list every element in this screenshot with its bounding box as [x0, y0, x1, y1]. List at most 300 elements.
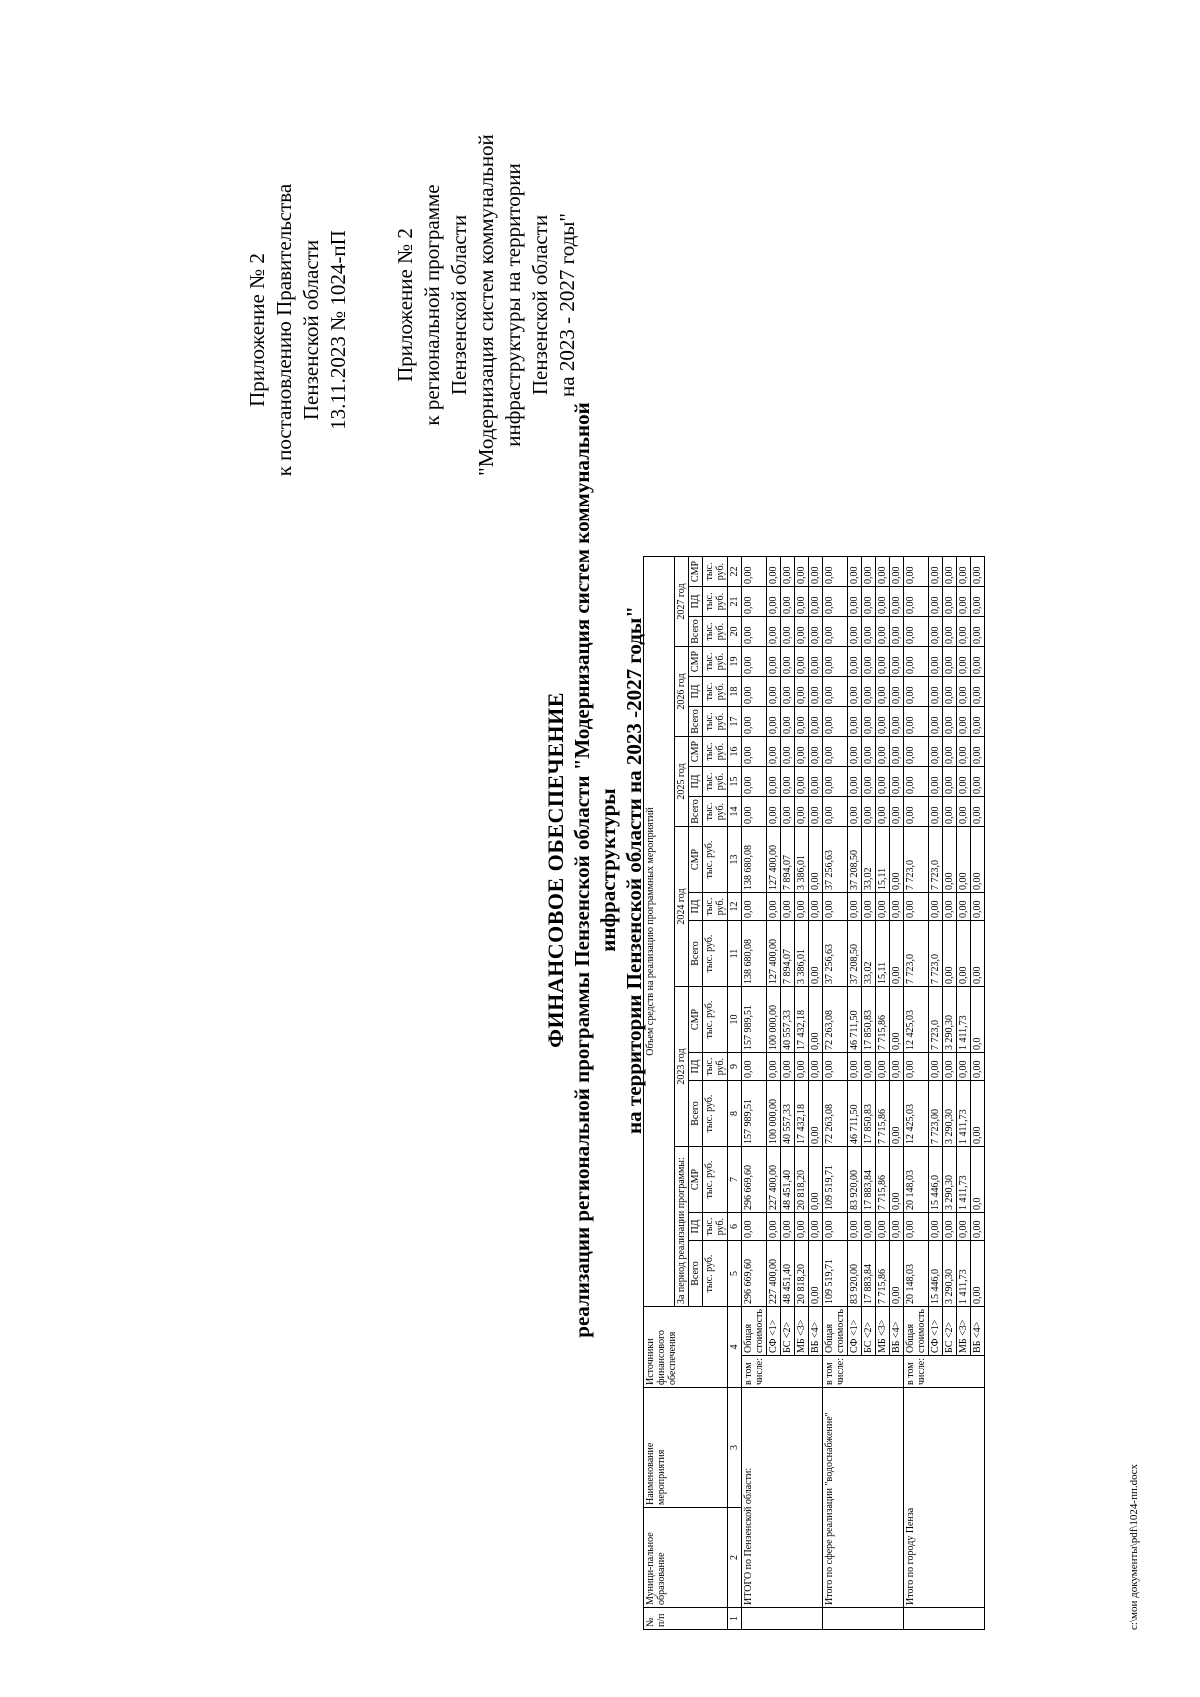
value-cell: 0,00 [781, 1053, 795, 1081]
value-cell: 227 400,00 [767, 1147, 781, 1213]
value-cell: 0,00 [767, 647, 781, 677]
value-cell: 0,00 [890, 1147, 904, 1213]
value-cell: 7 723,0 [904, 921, 929, 987]
header-unit: тыс. руб. [703, 677, 728, 707]
source-label: Общая стоимость [904, 1307, 929, 1356]
row-num-cell [823, 1608, 904, 1630]
value-cell: 37 256,63 [823, 921, 848, 987]
value-cell: 17 432,18 [795, 1081, 809, 1147]
header-unit: тыс. руб. [703, 557, 728, 587]
value-cell: 0,00 [943, 1053, 957, 1081]
header-smr: СМР [689, 647, 703, 677]
value-cell: 0,00 [971, 677, 985, 707]
value-cell: 20 818,20 [795, 1147, 809, 1213]
value-cell: 0,00 [957, 893, 971, 921]
column-number: 22 [728, 557, 742, 587]
column-number: 15 [728, 767, 742, 797]
header-smr: СМР [689, 1147, 703, 1213]
value-cell: 0,00 [957, 707, 971, 737]
value-cell: 0,00 [904, 1053, 929, 1081]
source-label: ВБ <4> [890, 1307, 904, 1356]
column-number: 13 [728, 827, 742, 893]
source-label: СФ <1> [848, 1307, 862, 1356]
value-cell: 3 386,01 [795, 921, 809, 987]
source-label: ВБ <4> [809, 1307, 823, 1356]
value-cell: 0,00 [904, 557, 929, 587]
value-cell: 0,00 [781, 1213, 795, 1241]
value-cell: 0,00 [809, 1241, 823, 1307]
value-cell: 0,00 [929, 797, 943, 827]
value-cell: 138 680,08 [742, 827, 767, 893]
value-cell: 0,00 [767, 737, 781, 767]
column-number: 16 [728, 737, 742, 767]
value-cell: 0,00 [767, 893, 781, 921]
value-cell: 0,00 [809, 827, 823, 893]
source-label: БС <2> [943, 1307, 957, 1356]
header-total: Всего [689, 921, 703, 987]
value-cell: 0,00 [890, 827, 904, 893]
header-pd: ПД [689, 1053, 703, 1081]
header-smr: СМР [689, 557, 703, 587]
value-cell: 46 711,50 [848, 987, 862, 1053]
value-cell: 0,00 [971, 737, 985, 767]
value-cell: 0,00 [890, 737, 904, 767]
source-label: СФ <1> [767, 1307, 781, 1356]
value-cell: 0,00 [781, 737, 795, 767]
header-total: Всего [689, 617, 703, 647]
source-label: Общая стоимость [823, 1307, 848, 1356]
table-row [742, 557, 767, 1630]
value-cell: 12 425,03 [904, 987, 929, 1053]
value-cell: 33,02 [862, 921, 876, 987]
annex-line: 13.11.2023 № 1024-пП [326, 230, 350, 430]
annex-line: Приложение № 2 [245, 253, 269, 407]
value-cell: 0,00 [971, 893, 985, 921]
value-cell: 0,00 [876, 737, 890, 767]
column-number: 20 [728, 617, 742, 647]
value-cell: 0,00 [971, 767, 985, 797]
column-number: 6 [728, 1213, 742, 1241]
value-cell: 0,00 [890, 617, 904, 647]
document-title [543, 370, 647, 1370]
header-pd: ПД [689, 893, 703, 921]
value-cell: 7 723,0 [904, 827, 929, 893]
value-cell: 0,00 [929, 587, 943, 617]
value-cell: 0,00 [862, 1213, 876, 1241]
value-cell: 100 000,00 [767, 987, 781, 1053]
column-number: 18 [728, 677, 742, 707]
value-cell: 0,00 [823, 767, 848, 797]
value-cell: 296 669,60 [742, 1147, 767, 1213]
value-cell: 0,00 [809, 1147, 823, 1213]
value-cell: 0,00 [848, 797, 862, 827]
incl-label: в том числе: [904, 1355, 985, 1387]
value-cell: 0,00 [848, 677, 862, 707]
value-cell: 0,00 [971, 587, 985, 617]
column-number: 4 [728, 1307, 742, 1388]
header-unit: тыс. руб. [703, 707, 728, 737]
value-cell: 0,00 [809, 557, 823, 587]
value-cell: 0,00 [876, 797, 890, 827]
value-cell: 0,00 [848, 737, 862, 767]
value-cell: 0,00 [904, 1213, 929, 1241]
header-pd: ПД [689, 1213, 703, 1241]
value-cell: 0,00 [890, 921, 904, 987]
value-cell: 0,00 [767, 1053, 781, 1081]
value-cell: 7 715,86 [876, 1147, 890, 1213]
header-smr: СМР [689, 827, 703, 893]
header-num: № п/п [644, 1608, 728, 1630]
value-cell: 7 894,07 [781, 827, 795, 893]
value-cell: 20 148,03 [904, 1241, 929, 1307]
header-year: 2027 год [675, 557, 689, 647]
header-unit: тыс. руб. [703, 987, 728, 1053]
value-cell: 1 411,73 [957, 987, 971, 1053]
value-cell: 33,02 [862, 827, 876, 893]
header-unit: тыс. руб. [703, 587, 728, 617]
value-cell: 0,00 [742, 767, 767, 797]
value-cell: 0,00 [971, 1053, 985, 1081]
value-cell: 0,00 [904, 893, 929, 921]
value-cell: 15 446,0 [929, 1241, 943, 1307]
value-cell: 0,00 [957, 557, 971, 587]
value-cell: 0,00 [957, 737, 971, 767]
value-cell: 0,00 [809, 737, 823, 767]
source-label: Общая стоимость [742, 1307, 767, 1356]
annex-line: на 2023 - 2027 годы" [555, 213, 579, 397]
annex-line: Приложение № 2 [393, 228, 417, 382]
value-cell: 0,00 [876, 893, 890, 921]
value-cell: 48 451,40 [781, 1241, 795, 1307]
column-number: 9 [728, 1053, 742, 1081]
value-cell: 0,00 [862, 677, 876, 707]
value-cell: 0,00 [809, 797, 823, 827]
value-cell: 46 711,50 [848, 1081, 862, 1147]
value-cell: 83 920,00 [848, 1241, 862, 1307]
value-cell: 0,00 [767, 617, 781, 647]
column-number: 19 [728, 647, 742, 677]
value-cell: 0,00 [823, 557, 848, 587]
value-cell: 0,00 [971, 647, 985, 677]
value-cell: 0,00 [795, 587, 809, 617]
source-label: МБ <3> [876, 1307, 890, 1356]
value-cell: 0,00 [890, 557, 904, 587]
value-cell: 0,00 [781, 677, 795, 707]
header-total: Всего [689, 797, 703, 827]
value-cell: 0,00 [876, 767, 890, 797]
value-cell: 20 818,20 [795, 1241, 809, 1307]
value-cell: 0,00 [943, 707, 957, 737]
header-unit: тыс. руб. [703, 767, 728, 797]
value-cell: 0,00 [929, 647, 943, 677]
value-cell: 12 425,03 [904, 1081, 929, 1147]
header-period: За период реализации программы: [675, 1147, 689, 1307]
value-cell: 0,00 [890, 677, 904, 707]
value-cell: 0,00 [890, 647, 904, 677]
value-cell: 0,00 [890, 1213, 904, 1241]
header-pd: ПД [689, 677, 703, 707]
header-unit: тыс. руб. [703, 1241, 728, 1307]
value-cell: 127 400,00 [767, 827, 781, 893]
value-cell: 0,00 [823, 893, 848, 921]
value-cell: 37 208,50 [848, 827, 862, 893]
value-cell: 0,00 [767, 1213, 781, 1241]
value-cell: 0,00 [890, 767, 904, 797]
value-cell: 0,00 [957, 827, 971, 893]
value-cell: 0,00 [795, 797, 809, 827]
value-cell: 0,00 [876, 707, 890, 737]
value-cell: 0,00 [929, 707, 943, 737]
value-cell: 0,00 [848, 617, 862, 647]
value-cell: 0,00 [943, 1213, 957, 1241]
row-num-cell [904, 1608, 985, 1630]
value-cell: 0,00 [876, 677, 890, 707]
value-cell: 0,00 [742, 617, 767, 647]
value-cell: 0,00 [929, 767, 943, 797]
value-cell: 296 669,60 [742, 1241, 767, 1307]
value-cell: 3 290,30 [943, 987, 957, 1053]
value-cell: 0,00 [809, 921, 823, 987]
value-cell: 227 400,00 [767, 1241, 781, 1307]
value-cell: 0,00 [795, 1053, 809, 1081]
value-cell: 0,00 [781, 797, 795, 827]
value-cell: 7 715,86 [876, 987, 890, 1053]
financing-table [643, 556, 985, 1630]
header-unit: тыс. руб. [703, 647, 728, 677]
value-cell: 0,00 [848, 767, 862, 797]
header-pd: ПД [689, 767, 703, 797]
value-cell: 0,00 [876, 587, 890, 617]
value-cell: 0,00 [943, 557, 957, 587]
value-cell: 0,00 [809, 767, 823, 797]
value-cell: 0,00 [809, 617, 823, 647]
value-cell: 72 263,08 [823, 987, 848, 1053]
value-cell: 0,00 [862, 707, 876, 737]
value-cell: 0,00 [943, 647, 957, 677]
value-cell: 0,00 [809, 707, 823, 737]
header-unit: тыс. руб. [703, 1053, 728, 1081]
value-cell: 83 920,00 [848, 1147, 862, 1213]
value-cell: 0,00 [929, 737, 943, 767]
value-cell: 0,00 [876, 557, 890, 587]
value-cell: 0,00 [823, 587, 848, 617]
value-cell: 0,00 [943, 921, 957, 987]
source-label: МБ <3> [795, 1307, 809, 1356]
value-cell: 0,00 [876, 1053, 890, 1081]
value-cell: 157 989,51 [742, 987, 767, 1053]
value-cell: 0,00 [929, 617, 943, 647]
value-cell: 0,00 [862, 1053, 876, 1081]
value-cell: 0,00 [862, 647, 876, 677]
value-cell: 15,11 [876, 827, 890, 893]
value-cell: 0,00 [767, 587, 781, 617]
value-cell: 7 723,0 [929, 987, 943, 1053]
value-cell: 109 519,71 [823, 1241, 848, 1307]
value-cell: 7 715,86 [876, 1241, 890, 1307]
value-cell: 0,00 [890, 893, 904, 921]
value-cell: 37 208,50 [848, 921, 862, 987]
value-cell: 0,00 [781, 617, 795, 647]
value-cell: 0,00 [929, 1053, 943, 1081]
value-cell: 0,00 [742, 677, 767, 707]
column-number: 14 [728, 797, 742, 827]
value-cell: 0,00 [795, 677, 809, 707]
value-cell: 0,00 [862, 587, 876, 617]
value-cell: 0,00 [823, 677, 848, 707]
column-number: 5 [728, 1241, 742, 1307]
value-cell: 0,00 [809, 893, 823, 921]
header-total: Всего [689, 1241, 703, 1307]
value-cell: 0,00 [795, 893, 809, 921]
value-cell: 17 883,84 [862, 1147, 876, 1213]
column-number: 21 [728, 587, 742, 617]
value-cell: 109 519,71 [823, 1147, 848, 1213]
value-cell: 0,00 [809, 1081, 823, 1147]
value-cell: 0,00 [943, 587, 957, 617]
value-cell: 0,00 [823, 1213, 848, 1241]
value-cell: 0,00 [904, 707, 929, 737]
value-cell: 0,00 [742, 557, 767, 587]
value-cell: 7 894,07 [781, 921, 795, 987]
landscape-sheet [30, 30, 1160, 1670]
value-cell: 7 723,0 [929, 827, 943, 893]
file-path-footer: c:\мои документы\pdf\1024-пп.docx [1128, 1463, 1140, 1630]
column-number: 7 [728, 1147, 742, 1213]
title-line: реализации региональной программы Пензенской области "Модернизация систем коммунальной инфраструктуры [570, 402, 620, 1338]
header-unit: тыс. руб. [703, 617, 728, 647]
table-row [823, 557, 848, 1630]
value-cell: 0,00 [957, 921, 971, 987]
header-unit: тыс. руб. [703, 827, 728, 893]
column-number: 8 [728, 1081, 742, 1147]
value-cell: 0,00 [943, 767, 957, 797]
header-unit: тыс. руб. [703, 1081, 728, 1147]
value-cell: 17 850,83 [862, 1081, 876, 1147]
header-unit: тыс. руб. [703, 1213, 728, 1241]
value-cell: 0,00 [957, 617, 971, 647]
value-cell: 0,00 [795, 767, 809, 797]
value-cell: 0,00 [795, 617, 809, 647]
header-municipality: Муници-пальное образование [644, 1508, 728, 1608]
value-cell: 0,00 [823, 617, 848, 647]
annex-line: Пензенской области [447, 214, 471, 396]
value-cell: 0,00 [943, 617, 957, 647]
header-sources: Источники финансового обеспечения [644, 1307, 728, 1388]
value-cell: 0,00 [809, 647, 823, 677]
column-number: 17 [728, 707, 742, 737]
value-cell: 0,00 [862, 893, 876, 921]
value-cell: 0,00 [890, 987, 904, 1053]
value-cell: 1 411,73 [957, 1147, 971, 1213]
header-year: 2023 год [675, 987, 689, 1147]
value-cell: 0,00 [809, 987, 823, 1053]
value-cell: 0,00 [943, 893, 957, 921]
annex-line: Пензенской области [299, 239, 323, 421]
value-cell: 0,00 [848, 557, 862, 587]
value-cell: 0,00 [890, 587, 904, 617]
value-cell: 0,00 [943, 827, 957, 893]
value-cell: 127 400,00 [767, 921, 781, 987]
annex-line: к региональной программе [420, 184, 444, 426]
value-cell: 0,00 [781, 647, 795, 677]
table-row [904, 557, 929, 1630]
value-cell: 0,00 [943, 677, 957, 707]
value-cell: 0,00 [742, 587, 767, 617]
value-cell: 1 411,73 [957, 1081, 971, 1147]
value-cell: 0,00 [957, 587, 971, 617]
header-year: 2024 год [675, 827, 689, 987]
value-cell: 0,00 [904, 587, 929, 617]
header-unit: тыс. руб. [703, 1147, 728, 1213]
value-cell: 0,00 [890, 797, 904, 827]
value-cell: 0,00 [848, 1213, 862, 1241]
annex-line: Пензенской области [528, 214, 552, 396]
value-cell: 0,00 [971, 921, 985, 987]
header-volume: Объем средств на реализацию программных мероприятий [644, 557, 675, 1307]
annex-line: "Модернизация систем коммунальной [474, 134, 498, 476]
value-cell: 40 557,33 [781, 1081, 795, 1147]
value-cell: 0,00 [929, 1213, 943, 1241]
value-cell: 0,00 [767, 677, 781, 707]
value-cell: 0,00 [795, 647, 809, 677]
value-cell: 40 557,33 [781, 987, 795, 1053]
column-number: 12 [728, 893, 742, 921]
value-cell: 0,00 [971, 797, 985, 827]
incl-label: в том числе: [823, 1355, 904, 1387]
value-cell: 3 386,01 [795, 827, 809, 893]
value-cell: 0,00 [795, 557, 809, 587]
value-cell: 0,00 [904, 797, 929, 827]
header-smr: СМР [689, 737, 703, 767]
value-cell: 0,00 [795, 707, 809, 737]
annex-line: инфраструктуры на территории [501, 163, 525, 447]
annex-line: к постановлению Правительства [272, 183, 296, 477]
value-cell: 0,00 [823, 647, 848, 677]
header-pd: ПД [689, 587, 703, 617]
value-cell: 0,00 [957, 797, 971, 827]
value-cell: 0,00 [809, 677, 823, 707]
title-line: на территории Пензенской области на 2023 -2027 годы" [622, 606, 646, 1134]
value-cell: 0,00 [943, 737, 957, 767]
incl-label: в том числе: [742, 1355, 823, 1387]
column-number: 3 [728, 1388, 742, 1508]
source-label: БС <2> [862, 1307, 876, 1356]
group-name: Итого по городу Пенза [904, 1388, 985, 1608]
value-cell: 17 850,83 [862, 987, 876, 1053]
source-label: ВБ <4> [971, 1307, 985, 1356]
column-number: 2 [728, 1508, 742, 1608]
group-name: ИТОГО по Пензенской области: [742, 1388, 823, 1608]
value-cell: 0,0 [971, 987, 985, 1053]
title-main: ФИНАНСОВОЕ ОБЕСПЕЧЕНИЕ [543, 692, 568, 1048]
value-cell: 3 290,30 [943, 1241, 957, 1307]
header-unit: тыс. руб. [703, 797, 728, 827]
value-cell: 7 715,86 [876, 1081, 890, 1147]
value-cell: 0,00 [742, 893, 767, 921]
header-unit: тыс. руб. [703, 921, 728, 987]
group-name: Итого по сфере реализации "водоснабжение" [823, 1388, 904, 1608]
value-cell: 0,00 [862, 617, 876, 647]
value-cell: 0,00 [971, 707, 985, 737]
value-cell: 0,00 [862, 767, 876, 797]
value-cell: 0,00 [862, 737, 876, 767]
value-cell: 0,00 [742, 647, 767, 677]
value-cell: 0,00 [742, 707, 767, 737]
column-number: 10 [728, 987, 742, 1053]
value-cell: 0,00 [781, 767, 795, 797]
value-cell: 0,00 [823, 797, 848, 827]
column-number: 11 [728, 921, 742, 987]
